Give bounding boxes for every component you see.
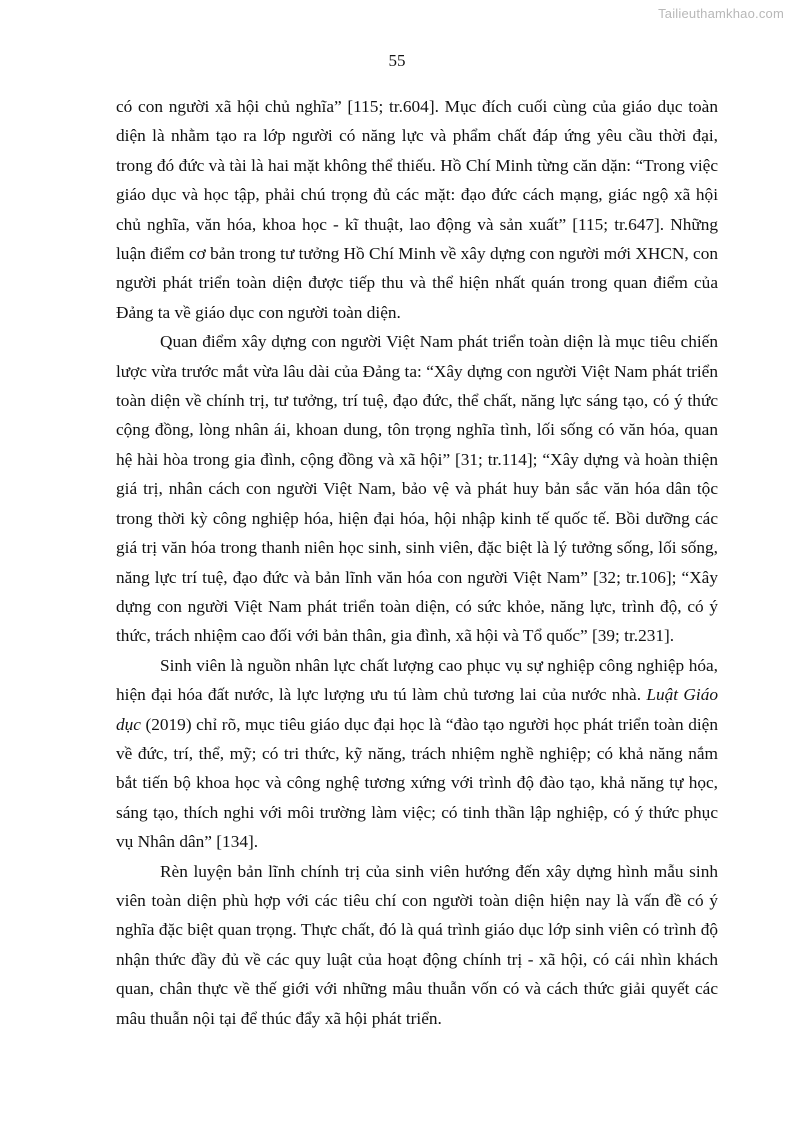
paragraph-3-text-after: (2019) chỉ rõ, mục tiêu giáo dục đại học là “đào tạo người học phát triển toàn diện về đức, trí, thể, mỹ; có tri thức, kỹ năng, trách nhiệm nghề nghiệp; có khả năng nắm bắt tiến bộ khoa học và công nghệ tương xứng với trình độ đào tạo, khả năng tự học, sáng tạo, thích nghi với môi trường làm việc; có tinh thần lập nghiệp, có ý thức phục vụ Nhân dân” [134]. [116,714,718,852]
page-number: 55 [388,51,406,70]
law-title-italic: Luật Giáo dục [116,685,718,734]
paragraph-3 [116,651,718,857]
paragraph-1: có con người xã hội chủ nghĩa” [115; tr.604]. Mục đích cuối cùng của giáo dục toàn diện là nhằm tạo ra lớp người có năng lực và phẩm chất đáp ứng yêu cầu thời đại, trong đó đức và tài là hai mặt không thể thiếu. Hồ Chí Minh từng căn dặn: “Trong việc giáo dục và học tập, phải chú trọng đủ các mặt: đạo đức cách mạng, giác ngộ xã hội chủ nghĩa, văn hóa, khoa học - kĩ thuật, lao động và sản xuất” [115; tr.647]. Những luận điểm cơ bản trong tư tưởng Hồ Chí Minh về xây dựng con người mới XHCN, con người phát triển toàn diện được tiếp thu và thể hiện nhất quán trong quan điểm của Đảng ta về giáo dục con người toàn diện. [116,97,718,322]
watermark: Tailieuthamkhao.com [658,6,784,21]
document-body [116,92,718,1033]
paragraph-2: Quan điểm xây dựng con người Việt Nam phát triển toàn diện là mục tiêu chiến lược vừa trước mắt vừa lâu dài của Đảng ta: “Xây dựng con người Việt Nam phát triển toàn diện về chính trị, tư tưởng, trí tuệ, đạo đức, thể chất, năng lực sáng tạo, có ý thức cộng đồng, lòng nhân ái, khoan dung, tôn trọng nghĩa tình, lối sống có văn hóa, quan hệ hài hòa trong gia đình, cộng đồng và xã hội” [31; tr.114]; “Xây dựng và hoàn thiện giá trị, nhân cách con người Việt Nam, bảo vệ và phát huy bản sắc văn hóa dân tộc trong thời kỳ công nghiệp hóa, hiện đại hóa, hội nhập kinh tế quốc tế. Bồi dưỡng các giá trị văn hóa trong thanh niên học sinh, sinh viên, đặc biệt là lý tưởng sống, lối sống, năng lực trí tuệ, đạo đức và bản lĩnh văn hóa con người Việt Nam” [32; tr.106]; “Xây dựng con người Việt Nam phát triển toàn diện, có sức khỏe, năng lực, trình độ, có ý thức, trách nhiệm cao đối với bản thân, gia đình, xã hội và Tổ quốc” [39; tr.231]. [116,332,718,646]
paragraph-4: Rèn luyện bản lĩnh chính trị của sinh viên hướng đến xây dựng hình mẫu sinh viên toàn diện phù hợp với các tiêu chí con người toàn diện hiện nay là vấn đề có ý nghĩa đặc biệt quan trọng. Thực chất, đó là quá trình giáo dục lớp sinh viên có trình độ nhận thức đầy đủ về các quy luật của hoạt động chính trị - xã hội, có cái nhìn khách quan, chân thực về thế giới với những mâu thuẫn vốn có và cách thức giải quyết các mâu thuẫn nội tại để thúc đẩy xã hội phát triển. [116,861,718,1028]
paragraph-3-text-before: Sinh viên là nguồn nhân lực chất lượng cao phục vụ sự nghiệp công nghiệp hóa, hiện đại hóa đất nước, là lực lượng ưu tú làm chủ tương lai của nước nhà. [116,655,718,705]
